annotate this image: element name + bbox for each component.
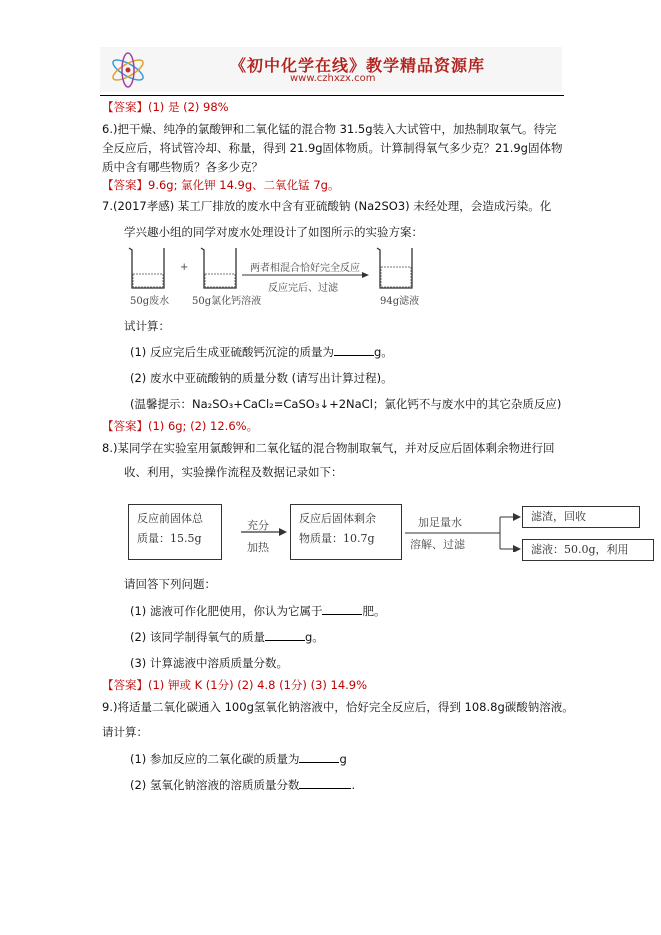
q8-ask: 请回答下列问题： xyxy=(124,577,216,591)
flow-text: 反应后固体剩余 xyxy=(299,512,376,525)
q6-line: 质中含有哪些物质？各多少克？ xyxy=(102,160,263,174)
q7-sub1 xyxy=(130,344,393,360)
q6-line: 6.)把干燥、纯净的氯酸钾和二氧化锰的混合物 31.5g装入大试管中，加热制取氧气。待完 xyxy=(102,122,557,136)
q7-line: 7.(2017孝感) 某工厂排放的废水中含有亚硫酸钠 (Na2SO3) 未经处理，会造成污染。化 xyxy=(102,199,552,213)
q8-sub2-text: (2) 该同学制得氧气的质量 xyxy=(130,630,265,644)
unit: 肥。 xyxy=(362,604,386,618)
flow-out-residue: 滤渣，回收 xyxy=(522,506,640,528)
unit: g。 xyxy=(304,630,324,644)
arrow-top-label: 两者相混合恰好完全反应 xyxy=(250,263,360,274)
q7-answer: 【答案】(1) 6g; (2) 12.6%。 xyxy=(102,419,259,433)
q9-sub2-text: (2) 氢氧化钠溶液的溶质质量分数 xyxy=(130,778,300,792)
q6-answer: 【答案】9.6g; 氯化钾 14.9g、二氧化锰 7g。 xyxy=(102,178,340,192)
flow-box-after xyxy=(290,504,402,560)
arrow-right-icon xyxy=(241,528,287,536)
q9-sub1 xyxy=(130,751,347,767)
arrow1-top: 充分 xyxy=(247,519,269,532)
plus-sign: + xyxy=(180,262,189,273)
q7-line: 学兴趣小组的同学对废水处理设计了如图所示的实验方案： xyxy=(124,225,423,239)
header-title: 《初中化学在线》教学精品资源库 xyxy=(230,56,486,75)
header-divider xyxy=(100,95,564,96)
beaker-icon xyxy=(376,247,414,289)
flow-text: 物质量：10.7g xyxy=(299,532,375,545)
q9-ask: 请计算： xyxy=(102,725,148,739)
flow-text: 质量：15.5g xyxy=(137,532,202,545)
q8-line: 8.)某同学在实验室用氯酸钾和二氧化锰的混合物制取氧气，并对反应后固体剩余物进行回 xyxy=(102,441,555,455)
q8-sub1-text: (1) 滤液可作化肥使用，你认为它属于 xyxy=(130,604,323,618)
q8-line: 收、利用，实验操作流程及数据记录如下： xyxy=(124,465,343,479)
header-banner xyxy=(100,47,562,92)
q7-sub1-text: (1) 反应完后生成亚硫酸钙沉淀的质量为 xyxy=(130,345,334,359)
q9-line: 9.)将适量二氧化碳通入 100g氢氧化钠溶液中，恰好完全反应后，得到 108.8g碳酸钠溶液。 xyxy=(102,700,574,714)
q9-sub1-text: (1) 参加反应的二氧化碳的质量为 xyxy=(130,752,300,766)
q7-calc: 试计算： xyxy=(124,319,170,333)
beaker1-label: 50g废水 xyxy=(130,296,170,307)
unit: g。 xyxy=(373,345,393,359)
q7-sub2: (2) 废水中亚硫酸钠的质量分数 (请写出计算过程)。 xyxy=(130,371,393,385)
unit: g xyxy=(339,752,347,766)
arrow1-bottom: 加热 xyxy=(247,541,269,554)
answer-5: 【答案】(1) 是 (2) 98% xyxy=(102,100,229,114)
arrow-bottom-label: 反应完后、过滤 xyxy=(268,283,338,294)
beaker2-label: 50g氯化钙溶液 xyxy=(192,296,262,307)
q8-sub3: (3) 计算滤液中溶质质量分数。 xyxy=(130,656,288,670)
flow-box-before xyxy=(128,504,222,560)
answer-blank[interactable] xyxy=(322,603,362,615)
answer-blank[interactable] xyxy=(299,751,339,763)
answer-blank[interactable] xyxy=(334,344,374,356)
beaker-icon xyxy=(200,247,238,289)
answer-blank[interactable] xyxy=(299,777,351,789)
beaker3-label: 94g滤液 xyxy=(380,296,420,307)
flow-out-filtrate: 滤液：50.0g，利用 xyxy=(522,539,654,561)
answer-blank[interactable] xyxy=(265,629,305,641)
q8-sub2 xyxy=(130,629,324,645)
arrow-right-icon xyxy=(242,271,370,279)
q6-line: 全反应后，将试管冷却、称量，得到 21.9g固体物质。计算制得氧气多少克？21.9g固体物 xyxy=(102,141,563,155)
flow-text: 反应前固体总 xyxy=(137,512,203,525)
arrow2-bottom: 溶解、过滤 xyxy=(410,538,465,551)
q8-answer: 【答案】(1) 钾或 K (1分) (2) 4.8 (1分) (3) 14.9% xyxy=(102,678,368,692)
beaker-icon xyxy=(128,247,166,289)
q8-sub1 xyxy=(130,603,385,619)
unit: . xyxy=(351,778,356,792)
atom-logo-icon xyxy=(108,51,148,89)
header-url: www.czhxzx.com xyxy=(290,73,376,84)
q9-sub2 xyxy=(130,777,355,793)
branch-arrow-icon xyxy=(405,512,521,552)
arrow2-top: 加足量水 xyxy=(418,516,462,529)
q7-hint: (温馨提示：Na₂SO₃+CaCl₂=CaSO₃↓+2NaCl；氯化钙不与废水中的其它杂质反应) xyxy=(130,397,562,411)
